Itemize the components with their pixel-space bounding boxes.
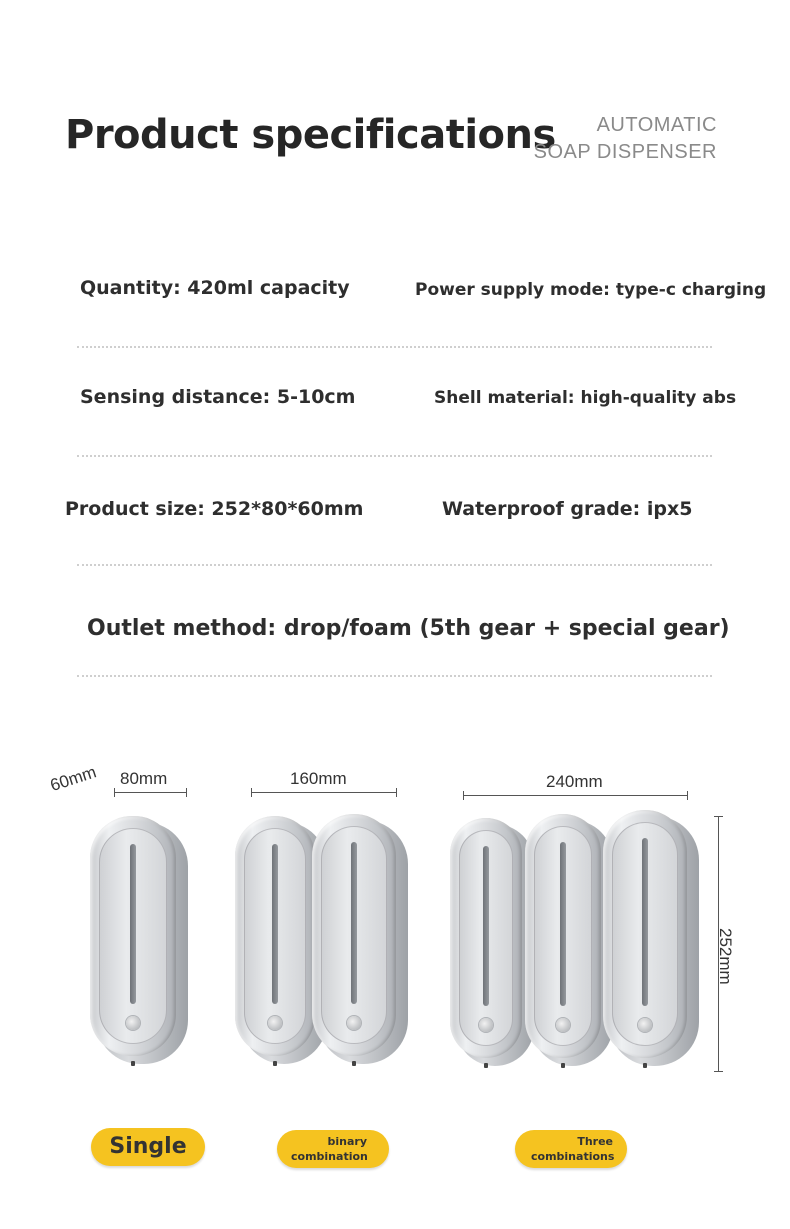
dispenser-binary-1	[235, 816, 315, 1064]
subtitle-line-2: SOAP DISPENSER	[533, 141, 717, 163]
depth-label: 60mm	[47, 762, 99, 796]
badge-binary	[277, 1130, 389, 1168]
double-width-line	[251, 792, 397, 793]
badge-binary-line1: binary	[327, 1135, 367, 1148]
spec-outlet: Outlet method: drop/foam (5th gear + special gear)	[87, 616, 730, 641]
badge-binary-line2: combination	[291, 1150, 368, 1163]
badge-single: Single	[91, 1128, 205, 1166]
subtitle-line-1: AUTOMATIC	[596, 114, 717, 136]
badge-three-line1: Three	[577, 1135, 613, 1148]
triple-width-label: 240mm	[546, 772, 603, 791]
height-label: 252mm	[716, 928, 735, 985]
triple-width-line	[463, 795, 688, 796]
single-width-label: 80mm	[120, 769, 168, 788]
spec-size: Product size: 252*80*60mm	[65, 498, 364, 520]
spec-power: Power supply mode: type-c charging	[415, 280, 767, 300]
page-title: Product specifications	[65, 112, 556, 158]
spec-sensing: Sensing distance: 5-10cm	[80, 386, 356, 408]
spec-quantity: Quantity: 420ml capacity	[80, 277, 350, 299]
dispenser-binary-2	[312, 814, 396, 1064]
single-width-line	[114, 792, 187, 793]
double-width-label: 160mm	[290, 769, 347, 788]
dispenser-three-1	[450, 818, 522, 1066]
dispenser-three-2	[525, 814, 601, 1066]
divider	[77, 455, 712, 457]
badge-three	[515, 1130, 627, 1168]
divider	[77, 675, 712, 677]
spec-waterproof: Waterproof grade: ipx5	[442, 498, 693, 520]
badge-three-line2: combinations	[531, 1150, 615, 1163]
dispenser-single	[90, 816, 176, 1064]
divider	[77, 564, 712, 566]
divider	[77, 346, 712, 348]
dispenser-three-3	[603, 810, 687, 1066]
spec-shell: Shell material: high-quality abs	[434, 388, 737, 408]
